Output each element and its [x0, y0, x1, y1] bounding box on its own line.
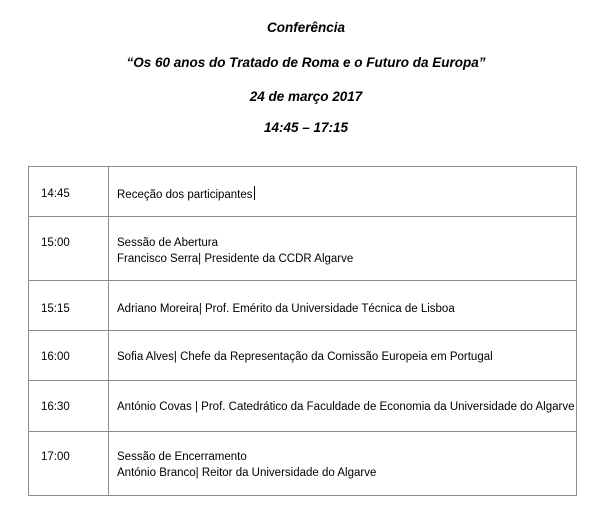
schedule-time: 14:45	[41, 188, 70, 200]
schedule-description: Sessão de Encerramento	[117, 451, 247, 463]
schedule-description[interactable]	[117, 186, 255, 203]
conference-date: 24 de março 2017	[249, 89, 363, 104]
schedule-time: 17:00	[41, 451, 70, 463]
row-separator	[28, 330, 577, 331]
schedule-description: Sessão de Abertura	[117, 237, 219, 249]
schedule-description: Sofia Alves| Chefe da Representação da Comissão Europeia em Portugal	[117, 351, 493, 363]
schedule-time: 15:00	[41, 237, 70, 249]
conference-title: “Os 60 anos do Tratado de Roma e o Futuro da Europa”	[126, 55, 486, 70]
table-border-bottom	[28, 495, 577, 496]
text-cursor	[254, 186, 255, 200]
column-separator	[108, 166, 109, 496]
row-separator	[28, 280, 577, 281]
conference-time-range: 14:45 – 17:15	[263, 120, 349, 135]
table-border-left	[28, 166, 29, 496]
schedule-table	[28, 166, 579, 497]
schedule-time: 16:30	[41, 401, 70, 413]
schedule-description: António Branco| Reitor da Universidade do Algarve	[117, 467, 377, 479]
schedule-description: Adriano Moreira| Prof. Emérito da Universidade Técnica de Lisboa	[117, 303, 455, 315]
description-line: Receção dos participantes	[117, 189, 253, 201]
row-separator	[28, 216, 577, 217]
row-separator	[28, 380, 577, 381]
schedule-time: 15:15	[41, 303, 70, 315]
schedule-description: António Covas | Prof. Catedrático da Faculdade de Economia da Universidade do Algarve	[117, 401, 575, 413]
schedule-time: 16:00	[41, 351, 70, 363]
table-border-top	[28, 166, 577, 167]
table-border-right	[576, 166, 577, 496]
conference-label: Conferência	[266, 20, 346, 35]
schedule-description: Francisco Serra| Presidente da CCDR Algarve	[117, 253, 354, 265]
row-separator	[28, 431, 577, 432]
